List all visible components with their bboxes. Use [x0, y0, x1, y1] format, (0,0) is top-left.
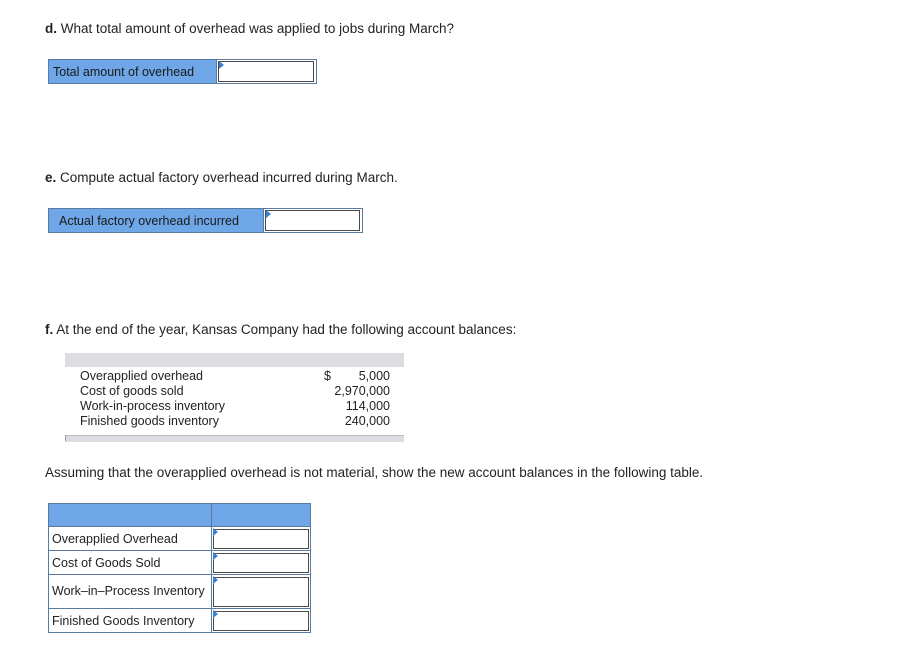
cost-of-goods-sold-input[interactable]	[213, 553, 309, 573]
table-footer-bar	[65, 435, 404, 442]
flag-icon	[213, 552, 218, 560]
currency-symbol: $	[324, 369, 331, 383]
row-label: Work–in–Process Inventory	[49, 575, 212, 609]
balance-value: 5,000	[358, 369, 390, 383]
question-d-text: What total amount of overhead was applied to jobs during March?	[60, 21, 454, 36]
table-row	[49, 609, 311, 633]
balance-value: 114,000	[345, 399, 390, 413]
flag-icon	[213, 528, 218, 536]
new-balances-table	[48, 503, 311, 633]
instruction-text: Assuming that the overapplied overhead is not material, show the new account balances in the following table.	[45, 465, 704, 480]
question-d-letter: d.	[45, 21, 57, 36]
flag-icon	[213, 576, 218, 584]
value-cell	[212, 527, 311, 551]
total-overhead-label: Total amount of overhead	[49, 60, 217, 83]
balance-name: Overapplied overhead	[80, 369, 203, 383]
table-row	[49, 551, 311, 575]
question-e-letter: e.	[45, 170, 57, 185]
question-d	[45, 21, 454, 36]
question-f-letter: f.	[45, 322, 54, 337]
balance-value: 2,970,000	[334, 384, 390, 398]
table-header-bar	[65, 353, 404, 367]
row-label: Cost of Goods Sold	[49, 551, 212, 575]
actual-overhead-input[interactable]	[265, 210, 360, 231]
table-footer-edge	[65, 435, 66, 441]
total-overhead-row	[48, 59, 317, 84]
overapplied-overhead-input[interactable]	[213, 529, 309, 549]
table-row	[49, 527, 311, 551]
balance-names	[80, 369, 225, 429]
total-overhead-input[interactable]	[218, 61, 314, 82]
row-label: Overapplied Overhead	[49, 527, 212, 551]
row-label: Finished Goods Inventory	[49, 609, 212, 633]
table-row	[49, 575, 311, 609]
balance-values	[334, 369, 390, 429]
balance-name: Finished goods inventory	[80, 414, 219, 428]
value-cell	[212, 609, 311, 633]
actual-overhead-row	[48, 208, 363, 233]
header-cell	[212, 504, 311, 527]
question-f	[45, 322, 516, 337]
finished-goods-input[interactable]	[213, 611, 309, 631]
balance-name: Cost of goods sold	[80, 384, 184, 398]
question-f-text: At the end of the year, Kansas Company had the following account balances:	[56, 322, 517, 337]
header-cell	[49, 504, 212, 527]
flag-icon	[266, 210, 271, 218]
balance-value: 240,000	[344, 414, 390, 428]
question-e-text: Compute actual factory overhead incurred during March.	[60, 170, 398, 185]
balance-name: Work-in-process inventory	[80, 399, 225, 413]
value-cell	[212, 575, 311, 609]
table-header-row	[49, 504, 311, 527]
question-e	[45, 170, 398, 185]
work-in-process-input[interactable]	[213, 577, 309, 607]
account-balances-table	[65, 353, 404, 441]
actual-overhead-label: Actual factory overhead incurred	[49, 209, 264, 232]
flag-icon	[219, 61, 224, 69]
value-cell	[212, 551, 311, 575]
flag-icon	[213, 610, 218, 618]
